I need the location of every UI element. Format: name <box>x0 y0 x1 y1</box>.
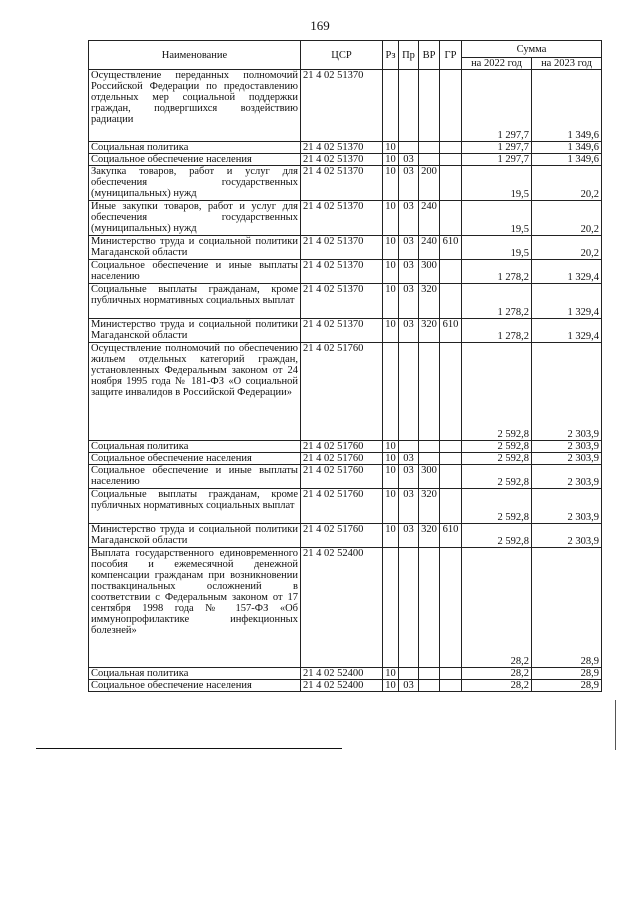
row-csr: 21 4 02 52400 <box>301 548 383 668</box>
row-name: Социальное обеспечение населения <box>89 453 301 465</box>
row-gr <box>440 441 462 453</box>
row-pr <box>399 668 419 680</box>
row-sum-2022: 1 297,7 <box>462 70 532 142</box>
table-row <box>89 668 602 680</box>
row-rz: 10 <box>383 284 399 319</box>
row-sum-2023: 28,9 <box>532 548 602 668</box>
row-csr: 21 4 02 51760 <box>301 441 383 453</box>
row-rz: 10 <box>383 319 399 343</box>
row-sum-2023: 1 349,6 <box>532 154 602 166</box>
row-vr <box>419 548 440 668</box>
row-gr <box>440 680 462 692</box>
row-name: Выплата государственного единовременного пособия и ежемесячной денежной компенсации гражданам при возникновении поствакцинальных осложнений в соответствии с Федеральным законом от 17 сентября 1998 года № 157-ФЗ «Об иммунопрофилактике инфекционных болезней» <box>89 548 301 668</box>
row-pr <box>399 70 419 142</box>
table-row <box>89 284 602 319</box>
table-row <box>89 154 602 166</box>
row-pr: 03 <box>399 524 419 548</box>
row-rz: 10 <box>383 236 399 260</box>
row-sum-2022: 19,5 <box>462 166 532 201</box>
row-gr: 610 <box>440 319 462 343</box>
table-row <box>89 680 602 692</box>
row-vr <box>419 142 440 154</box>
row-rz: 10 <box>383 260 399 284</box>
row-pr: 03 <box>399 284 419 319</box>
row-csr: 21 4 02 51370 <box>301 319 383 343</box>
row-gr <box>440 548 462 668</box>
row-name: Министерство труда и социальной политики Магаданской области <box>89 236 301 260</box>
row-sum-2022: 1 297,7 <box>462 154 532 166</box>
row-pr: 03 <box>399 319 419 343</box>
row-vr <box>419 441 440 453</box>
row-rz: 10 <box>383 489 399 524</box>
row-name: Социальная политика <box>89 441 301 453</box>
row-sum-2022: 28,2 <box>462 668 532 680</box>
row-sum-2023: 20,2 <box>532 166 602 201</box>
row-rz: 10 <box>383 668 399 680</box>
row-vr <box>419 343 440 441</box>
row-rz <box>383 548 399 668</box>
row-sum-2023: 2 303,9 <box>532 453 602 465</box>
row-sum-2023: 1 329,4 <box>532 260 602 284</box>
row-sum-2023: 28,9 <box>532 668 602 680</box>
table-row <box>89 465 602 489</box>
row-sum-2023: 1 329,4 <box>532 284 602 319</box>
row-vr: 240 <box>419 236 440 260</box>
table-header <box>89 41 602 70</box>
row-gr <box>440 142 462 154</box>
row-sum-2023: 20,2 <box>532 201 602 236</box>
row-vr: 300 <box>419 465 440 489</box>
row-sum-2022: 19,5 <box>462 201 532 236</box>
margin-mark <box>615 700 616 750</box>
row-sum-2023: 1 349,6 <box>532 142 602 154</box>
row-pr: 03 <box>399 260 419 284</box>
row-pr: 03 <box>399 680 419 692</box>
header-sum: Сумма <box>462 41 602 58</box>
row-sum-2022: 19,5 <box>462 236 532 260</box>
row-sum-2023: 2 303,9 <box>532 343 602 441</box>
row-pr <box>399 548 419 668</box>
row-csr: 21 4 02 51370 <box>301 70 383 142</box>
row-sum-2023: 2 303,9 <box>532 441 602 453</box>
row-sum-2022: 1 297,7 <box>462 142 532 154</box>
row-pr: 03 <box>399 489 419 524</box>
row-vr: 320 <box>419 319 440 343</box>
table-row <box>89 548 602 668</box>
row-rz: 10 <box>383 166 399 201</box>
row-rz: 10 <box>383 142 399 154</box>
row-csr: 21 4 02 51370 <box>301 260 383 284</box>
row-vr: 300 <box>419 260 440 284</box>
row-rz: 10 <box>383 201 399 236</box>
row-gr <box>440 453 462 465</box>
row-csr: 21 4 02 52400 <box>301 668 383 680</box>
table-row <box>89 441 602 453</box>
table-row <box>89 453 602 465</box>
header-rz: Рз <box>383 41 399 70</box>
row-sum-2022: 2 592,8 <box>462 441 532 453</box>
row-vr <box>419 680 440 692</box>
row-name: Социальное обеспечение населения <box>89 680 301 692</box>
row-pr <box>399 142 419 154</box>
row-sum-2023: 20,2 <box>532 236 602 260</box>
row-name: Социальные выплаты гражданам, кроме публичных нормативных социальных выплат <box>89 284 301 319</box>
row-pr: 03 <box>399 166 419 201</box>
row-sum-2022: 2 592,8 <box>462 343 532 441</box>
row-csr: 21 4 02 51370 <box>301 201 383 236</box>
row-vr: 200 <box>419 166 440 201</box>
row-vr <box>419 453 440 465</box>
row-csr: 21 4 02 51370 <box>301 142 383 154</box>
row-pr <box>399 343 419 441</box>
row-vr <box>419 668 440 680</box>
row-gr <box>440 284 462 319</box>
row-vr <box>419 70 440 142</box>
table-row <box>89 319 602 343</box>
row-rz: 10 <box>383 154 399 166</box>
row-vr: 320 <box>419 524 440 548</box>
row-name: Закупка товаров, работ и услуг для обеспечения государственных (муниципальных) нужд <box>89 166 301 201</box>
row-csr: 21 4 02 51760 <box>301 343 383 441</box>
table-row <box>89 142 602 154</box>
row-sum-2022: 2 592,8 <box>462 524 532 548</box>
table-row <box>89 201 602 236</box>
row-vr <box>419 154 440 166</box>
table-row <box>89 260 602 284</box>
header-gr: ГР <box>440 41 462 70</box>
row-gr <box>440 166 462 201</box>
row-gr <box>440 201 462 236</box>
row-sum-2022: 2 592,8 <box>462 453 532 465</box>
row-gr: 610 <box>440 524 462 548</box>
header-vr: ВР <box>419 41 440 70</box>
row-csr: 21 4 02 51370 <box>301 166 383 201</box>
table-body <box>89 70 602 692</box>
row-vr: 320 <box>419 284 440 319</box>
header-name: Наименование <box>89 41 301 70</box>
row-pr: 03 <box>399 236 419 260</box>
header-year-2023: на 2023 год <box>532 58 602 70</box>
row-sum-2022: 1 278,2 <box>462 319 532 343</box>
page-number: 169 <box>310 18 330 33</box>
table-row <box>89 489 602 524</box>
table-row <box>89 166 602 201</box>
row-sum-2022: 2 592,8 <box>462 465 532 489</box>
row-sum-2023: 2 303,9 <box>532 524 602 548</box>
row-name: Социальное обеспечение и иные выплаты населению <box>89 465 301 489</box>
row-rz <box>383 70 399 142</box>
row-name: Социальная политика <box>89 142 301 154</box>
row-csr: 21 4 02 51370 <box>301 236 383 260</box>
row-csr: 21 4 02 51760 <box>301 465 383 489</box>
row-name: Социальное обеспечение и иные выплаты населению <box>89 260 301 284</box>
row-gr: 610 <box>440 236 462 260</box>
row-name: Министерство труда и социальной политики Магаданской области <box>89 319 301 343</box>
row-name: Осуществление переданных полномочий Российской Федерации по предоставлению отдельных мер социальной поддержки граждан, подвергшихся воздействию радиации <box>89 70 301 142</box>
row-name: Министерство труда и социальной политики Магаданской области <box>89 524 301 548</box>
row-gr <box>440 668 462 680</box>
row-rz: 10 <box>383 441 399 453</box>
table-row <box>89 236 602 260</box>
row-name: Социальная политика <box>89 668 301 680</box>
row-sum-2023: 1 349,6 <box>532 70 602 142</box>
row-pr: 03 <box>399 201 419 236</box>
row-csr: 21 4 02 51370 <box>301 284 383 319</box>
row-pr: 03 <box>399 465 419 489</box>
row-gr <box>440 465 462 489</box>
row-csr: 21 4 02 51760 <box>301 489 383 524</box>
budget-table <box>88 40 602 692</box>
footer-rule <box>36 748 342 749</box>
header-csr: ЦСР <box>301 41 383 70</box>
row-name: Социальные выплаты гражданам, кроме публичных нормативных социальных выплат <box>89 489 301 524</box>
header-pr: Пр <box>399 41 419 70</box>
row-rz: 10 <box>383 465 399 489</box>
row-name: Социальное обеспечение населения <box>89 154 301 166</box>
table-row <box>89 524 602 548</box>
row-pr <box>399 441 419 453</box>
row-pr: 03 <box>399 453 419 465</box>
row-name: Осуществление полномочий по обеспечению жильем отдельных категорий граждан, установленных Федеральным законом от 24 ноября 1995 года № 181-ФЗ «О социальной защите инвалидов в Российской Федерации» <box>89 343 301 441</box>
table-row <box>89 343 602 441</box>
row-sum-2022: 1 278,2 <box>462 284 532 319</box>
row-sum-2023: 1 329,4 <box>532 319 602 343</box>
row-sum-2022: 28,2 <box>462 680 532 692</box>
row-rz: 10 <box>383 524 399 548</box>
row-pr: 03 <box>399 154 419 166</box>
row-vr: 320 <box>419 489 440 524</box>
table-row <box>89 70 602 142</box>
row-rz <box>383 343 399 441</box>
row-csr: 21 4 02 51760 <box>301 453 383 465</box>
row-sum-2022: 1 278,2 <box>462 260 532 284</box>
row-vr: 240 <box>419 201 440 236</box>
row-csr: 21 4 02 52400 <box>301 680 383 692</box>
row-csr: 21 4 02 51370 <box>301 154 383 166</box>
row-gr <box>440 489 462 524</box>
row-sum-2022: 2 592,8 <box>462 489 532 524</box>
header-year-2022: на 2022 год <box>462 58 532 70</box>
row-name: Иные закупки товаров, работ и услуг для обеспечения государственных (муниципальных) нужд <box>89 201 301 236</box>
row-rz: 10 <box>383 680 399 692</box>
row-sum-2023: 2 303,9 <box>532 489 602 524</box>
row-sum-2023: 2 303,9 <box>532 465 602 489</box>
row-sum-2023: 28,9 <box>532 680 602 692</box>
row-gr <box>440 70 462 142</box>
row-csr: 21 4 02 51760 <box>301 524 383 548</box>
row-gr <box>440 154 462 166</box>
row-gr <box>440 343 462 441</box>
row-sum-2022: 28,2 <box>462 548 532 668</box>
row-rz: 10 <box>383 453 399 465</box>
row-gr <box>440 260 462 284</box>
